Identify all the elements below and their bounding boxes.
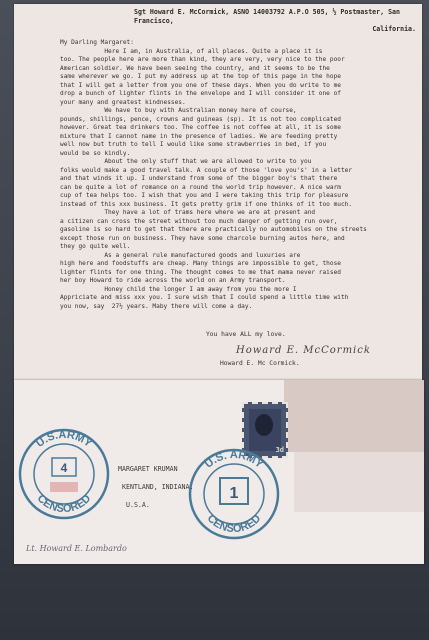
letter-closing: You have ALL my love. — [206, 331, 286, 338]
sender-state: California. — [372, 25, 416, 34]
letter-sheet — [14, 4, 422, 380]
letter-line: mixture that I cannot name in the presence of ladies. We are feeding pretty — [60, 132, 338, 140]
svg-text:U.S.ARMY — [34, 429, 95, 450]
letter-line: pounds, shillings, pence, crowns and guineas (sp). It is not too complicated — [60, 115, 341, 123]
envelope — [14, 380, 424, 564]
censor-left-bottom: CENSORED — [34, 492, 94, 516]
censor-left-top: U.S.ARMY — [34, 428, 95, 450]
envelope-flap-shadow — [284, 380, 424, 452]
letter-line: We have to buy with Australian money here of course, — [60, 107, 297, 114]
censor-left-number: 4 — [60, 461, 68, 475]
letter-line: you now, say 27½ years. Maby there will come a day. — [60, 302, 253, 310]
letter-line: same wherever we go. I put my address up at the top of this page in the hope — [60, 73, 341, 80]
censor-right-bottom: CENSORED — [204, 512, 264, 536]
recipient-address — [118, 460, 193, 514]
letter-line: your many and greatest kindnesses. — [60, 98, 186, 106]
address-line: KENTLAND, INDIANA. — [122, 483, 194, 491]
letter-line: too. The people here are more than kind, they are very, very nice to the poor — [60, 56, 345, 63]
letter-line: Here I am, in Australia, of all places. Quite a place it is — [60, 47, 323, 55]
stamp-portrait — [255, 414, 273, 436]
letter-line: cup of tea helps too. I wish that you and I were taking this trip for pleasure — [60, 192, 349, 199]
censor-right-number: 1 — [229, 485, 239, 502]
letter-line: can be quite a lot of romance on a round the world trip however. A nice warm — [60, 183, 341, 191]
letter-line: they go quite well. — [60, 243, 131, 250]
censor-stamp-right — [186, 446, 282, 542]
letter-line: My Darling Margaret: — [60, 39, 134, 46]
letter-header — [134, 8, 416, 34]
letter-line: About the only stuff that we are allowed to write to you — [60, 158, 312, 165]
letter-line: folks would make a good travel talk. A couple of those 'love you's' in a letter — [60, 166, 353, 174]
letter-line: They have a lot of trams here where we are at present and — [60, 209, 316, 216]
letter-line: except those run on business. They have some charcole burning autos here, and — [60, 234, 345, 242]
letter-line: As a general rule manufactured goods and luxuries are — [60, 251, 301, 259]
letter-line: and that winds it up. I understand from some of the bigger boy's that there — [60, 175, 338, 182]
address-line: MARGARET KRUMAN — [118, 465, 178, 473]
sender-address: Sgt Howard E. McCormick, ASNO 14003792 A.P.O 505, ½ Postmaster, San Francisco, — [134, 8, 400, 25]
letter-line: well now but truth to tell I would like some strawberries in bed, if you — [60, 141, 327, 148]
letter-line: instead of this xxx business. It gets pretty grim if one thinks of it too much. — [60, 200, 353, 208]
letter-line: high here and foodstuffs are cheap. Many things are impossible to get, those — [60, 260, 341, 267]
letter-line: gasoline is so hard to get that there are practically no automobiles on the streets — [60, 226, 367, 233]
letter-line: a citizen can cross the street without too much danger of getting run over, — [60, 217, 338, 225]
letter-line: would be so kindly. — [60, 149, 131, 157]
address-line: U.S.A. — [126, 501, 150, 509]
letter-line: drop a bunch of lighter flints in the envelope and I will consider it one of — [60, 90, 341, 97]
censor-red-mark — [50, 482, 78, 492]
letter-line: Honey child the longer I am away from you the more I — [60, 285, 297, 293]
stamp-value: 3d — [275, 446, 284, 454]
typed-signature: Howard E. Mc Cormick. — [220, 360, 300, 367]
letter-line: her boy Howard to ride across the world on an Army transport. — [60, 277, 286, 284]
letter-line: however. Great tea drinkers too. The coffee is not coffee at all, it is some — [60, 124, 341, 131]
letter-line: Appriciate and miss xxx you. I sure wish that I could spend a little time with — [60, 294, 349, 301]
letter-line: lighter flints for one thing. The thought comes to me that mama never raised — [60, 268, 341, 276]
censor-signature: Lt. Howard E. Lombardo — [26, 544, 127, 553]
censor-right-top: U.S. ARMY — [202, 448, 266, 471]
letter-line: American soldier. We have been seeing the country, and it seems to be the — [60, 64, 330, 72]
censor-stamp-left — [16, 426, 112, 522]
envelope-flap-lower — [294, 452, 424, 512]
letter-line: that I will get a letter from you one of these days. When you do write to me — [60, 81, 341, 89]
handwritten-signature: Howard E. McCormick — [236, 345, 371, 356]
svg-text:U.S. ARMY — [203, 449, 266, 471]
letter-body — [60, 39, 404, 311]
